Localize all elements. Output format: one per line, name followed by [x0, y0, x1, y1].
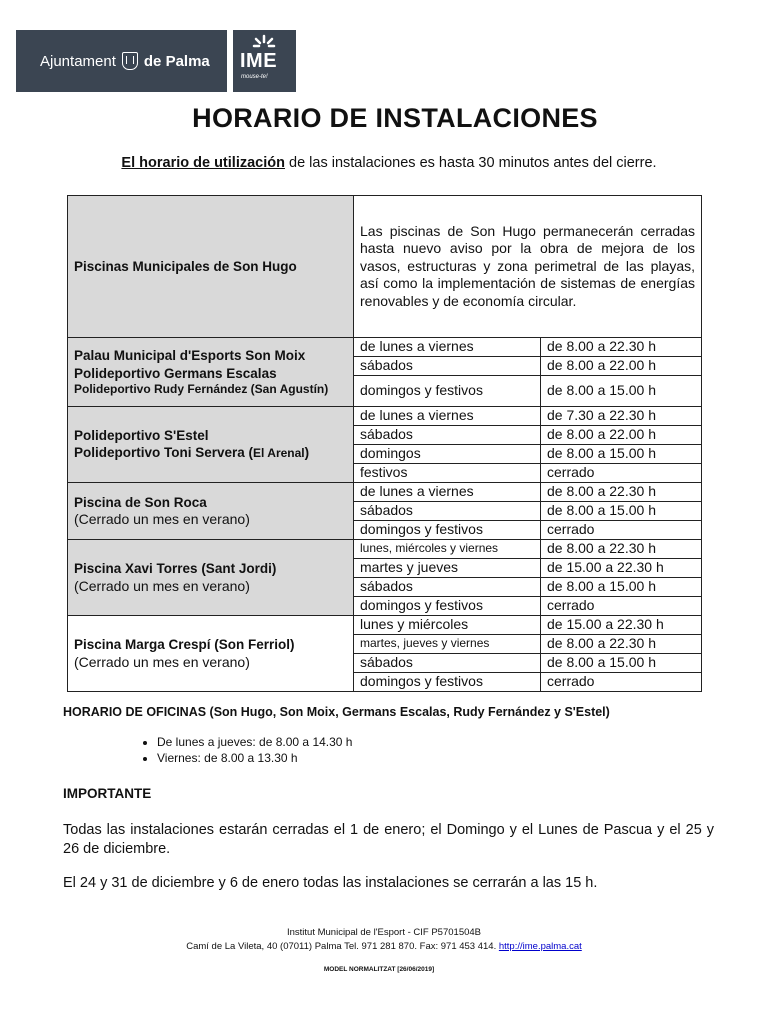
days-cell: domingos y festivos [354, 376, 541, 407]
facility-name: Polideportivo Toni Servera (El Arenal) [74, 445, 310, 460]
hours-cell: de 8.00 a 22.00 h [541, 426, 702, 445]
days-cell: domingos y festivos [354, 521, 541, 540]
intro-bold: El horario de utilización [121, 155, 285, 171]
table-row [68, 338, 702, 357]
hours-cell: cerrado [541, 597, 702, 616]
hours-cell: cerrado [541, 521, 702, 540]
hours-cell: cerrado [541, 464, 702, 483]
facility-name: Polideportivo Rudy Fernández (San Agustín) [74, 382, 329, 396]
days-cell: festivos [354, 464, 541, 483]
days-cell: domingos y festivos [354, 673, 541, 692]
facility-name: Piscinas Municipales de Son Hugo [74, 258, 297, 274]
hours-cell: de 15.00 a 22.30 h [541, 559, 702, 578]
facility-name: Piscina Xavi Torres (Sant Jordi) [74, 561, 277, 576]
facility-note: (Cerrado un mes en verano) [74, 653, 250, 670]
footer-address-text: Camí de La Vileta, 40 (07011) Palma Tel. 971 281 870. Fax: 971 453 414. [186, 941, 497, 952]
hours-cell: de 8.00 a 15.00 h [541, 376, 702, 407]
days-cell: sábados [354, 654, 541, 673]
office-hours-list [120, 735, 352, 766]
ime-text: IME [240, 50, 278, 72]
days-cell: sábados [354, 357, 541, 376]
facility-name: Polideportivo Germans Escalas [74, 365, 277, 381]
important-heading: IMPORTANTE [63, 786, 152, 801]
facility-cell [68, 196, 354, 338]
facility-cell [68, 483, 354, 540]
schedule-table [67, 195, 702, 692]
facility-name: Polideportivo S'Estel [74, 427, 209, 443]
facility-name: Piscina Marga Crespí (Son Ferriol) [74, 637, 295, 652]
hours-cell: de 8.00 a 15.00 h [541, 502, 702, 521]
facility-cell [68, 540, 354, 616]
days-cell: sábados [354, 426, 541, 445]
intro-rest: de las instalaciones es hasta 30 minutos antes del cierre. [284, 155, 657, 171]
table-row [68, 407, 702, 426]
page-title: HORARIO DE INSTALACIONES [192, 103, 598, 133]
hours-cell: de 7.30 a 22.30 h [541, 407, 702, 426]
table-row [68, 483, 702, 502]
facility-note: (Cerrado un mes en verano) [74, 577, 250, 594]
hours-cell: de 8.00 a 22.30 h [541, 540, 702, 559]
son-hugo-notice: Las piscinas de Son Hugo permanecerán cerradas hasta nuevo aviso por la obra de mejora de los vasos, estructuras y zona perimetral de las playas, así como la implementación de sistemas de energías renovables y de economía circular. [354, 196, 702, 338]
days-cell: lunes y miércoles [354, 616, 541, 635]
hours-cell: de 8.00 a 22.30 h [541, 483, 702, 502]
hours-cell: cerrado [541, 673, 702, 692]
days-cell: sábados [354, 578, 541, 597]
days-cell: domingos y festivos [354, 597, 541, 616]
intro-text [0, 155, 768, 171]
days-cell: sábados [354, 502, 541, 521]
list-item: • De lunes a jueves: de 8.00 a 14.30 h [157, 735, 352, 751]
website-link[interactable]: http://ime.palma.cat [498, 941, 582, 952]
ime-slogan: mouse-te! [241, 74, 268, 80]
facility-cell [68, 616, 354, 692]
days-cell: domingos [354, 445, 541, 464]
hours-cell: de 8.00 a 15.00 h [541, 578, 702, 597]
days-cell: de lunes a viernes [354, 483, 541, 502]
table-row [68, 540, 702, 559]
sun-burst-icon [233, 30, 296, 52]
facility-cell [68, 338, 354, 407]
palma-word: de Palma [143, 52, 210, 70]
days-cell: de lunes a viernes [354, 407, 541, 426]
list-item: • Viernes: de 8.00 a 13.30 h [157, 751, 352, 767]
days-cell: de lunes a viernes [354, 338, 541, 357]
hours-cell: de 8.00 a 15.00 h [541, 654, 702, 673]
facility-cell [68, 407, 354, 483]
footer-line: Institut Municipal de l'Esport - CIF P5701504B [286, 927, 482, 938]
hours-cell: de 8.00 a 22.00 h [541, 357, 702, 376]
ime-logo [233, 30, 296, 92]
ajuntament-palma-logo [16, 30, 227, 92]
table-row [68, 196, 702, 338]
ajuntament-word: Ajuntament [40, 52, 116, 70]
offices-heading: HORARIO DE OFICINAS (Son Hugo, Son Moix, Germans Escalas, Rudy Fernández y S'Estel) [63, 705, 610, 719]
days-cell: lunes, miércoles y viernes [354, 540, 541, 559]
hours-cell: de 15.00 a 22.30 h [541, 616, 702, 635]
hours-cell: de 8.00 a 15.00 h [541, 445, 702, 464]
footer-address [0, 941, 768, 952]
hours-cell: de 8.00 a 22.30 h [541, 635, 702, 654]
coat-of-arms-icon [122, 52, 138, 70]
early-close-paragraph: El 24 y 31 de diciembre y 6 de enero todas las instalaciones se cerrarán a las 15 h. [63, 875, 598, 891]
hours-cell: de 8.00 a 22.30 h [541, 338, 702, 357]
days-cell: martes y jueves [354, 559, 541, 578]
closure-paragraph: Todas las instalaciones estarán cerradas el 1 de enero; el Domingo y el Lunes de Pascua y el 25 y 26 de diciembre. [63, 822, 714, 857]
table-row [68, 616, 702, 635]
facility-name: Piscina de Son Roca [74, 494, 207, 510]
facility-note: (Cerrado un mes en verano) [74, 511, 250, 527]
model-stamp: MODEL NORMALITZAT [26/06/2019] [323, 966, 435, 973]
facility-name: Palau Municipal d'Esports Son Moix [74, 348, 306, 363]
days-cell: martes, jueves y viernes [354, 635, 541, 654]
